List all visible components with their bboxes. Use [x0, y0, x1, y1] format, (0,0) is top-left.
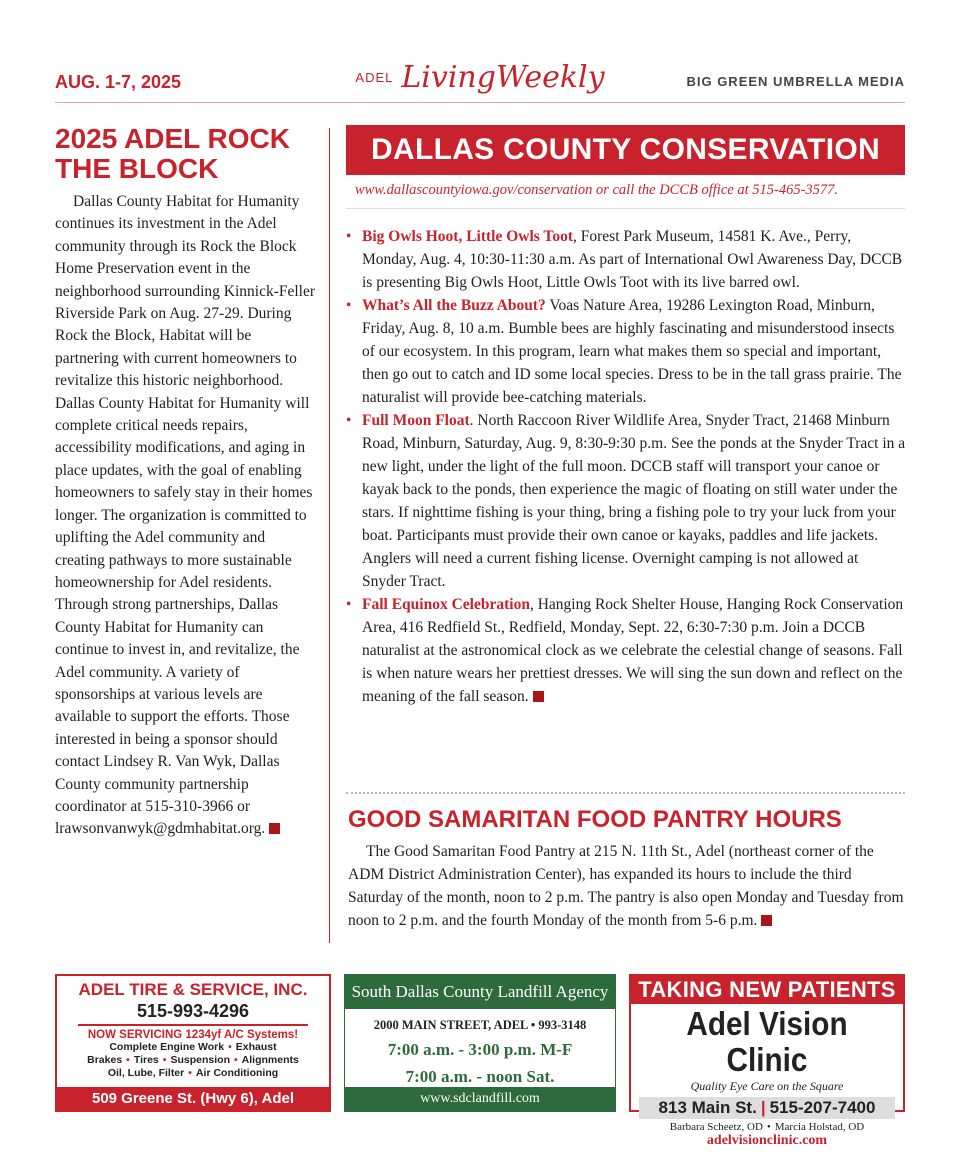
rock-the-block-body: Dallas County Habitat for Humanity continues its investment in the Adel community through its Rock the Block Home Preservation event in the neighborhood surrounding Kinnick-Feller Riverside Park on Aug. 27-29. During Rock the Block, Habitat will be partnering with current homeowners to revitalize this historic neighborhood. Dallas County Habitat for Humanity will complete critical needs repairs, accessibility modifications, and aging in place updates, with the goal of enabling homeowners to safely stay in their homes longer. The organization is committed to uplifting the Adel community and creating pathways to more sustainable homeownership for Adel residents. Through strong partnerships, Dallas County Habitat for Humanity can continue to invest in, and revitalize, the Adel community. A variety of sponsorships at various levels are available to support the efforts. Those interested in being a sponsor should contact Lindsey R. Van Wyk, Dallas County community partnership coordinator at 515-310-3966 or lrawsonvanwyk@gdmhabitat.org. [55, 193, 316, 838]
service-item: Tires [133, 1054, 159, 1066]
brand-prefix: ADEL [355, 70, 394, 85]
event-details: . North Raccoon River Wildlife Area, Snyder Tract, 21468 Minburn Road, Minburn, Saturday, Aug. 9, 8:30-9:30 p.m. See the ponds at the Snyder Tract in a new light, under the light of the full moon. DCCB staff will transport your canoe or kayak back to the ponds, then experience the magic of floating on still water under the stars. If nighttime fishing is your thing, bring a fishing pole to try your luck from your boat. Participants must provide their own canoe or kayaks, paddles and life jackets. Anglers will need a current fishing license. Overnight camping is not allowed at Snyder Tract. [362, 412, 906, 590]
pantry-body: The Good Samaritan Food Pantry at 215 N. 11th St., Adel (northeast corner of the ADM District Administration Center), has expanded its hours to include the third Saturday of the month, noon to 2 p.m. The pantry is also open Monday and Tuesday from noon to 2 p.m. and the fourth Monday of the month from 5-6 p.m. [348, 843, 904, 929]
tire-ad-services-line [57, 1041, 329, 1054]
landfill-ad [344, 974, 616, 1112]
adel-tire-ad [55, 974, 331, 1112]
conservation-banner: DALLAS COUNTY CONSERVATION [346, 125, 905, 175]
rock-the-block-title: 2025 ADEL ROCK THE BLOCK [55, 123, 290, 184]
end-mark-icon [761, 915, 772, 926]
vision-ad-contact [639, 1097, 895, 1119]
bullet-icon: • [766, 1121, 771, 1133]
event-title: What’s All the Buzz About? [362, 297, 546, 314]
event-details: , Hanging Rock Shelter House, Hanging Rock Conservation Area, 416 Redfield St., Redfield, Monday, Sept. 22, 6:30-7:30 p.m. Join a DCCB naturalist at the astronomical clock as we celebrate the celestial change of seasons. Fall is when nature wears her prettiest dresses. We will sing the sun down and reflect on the meaning of the fall season. [362, 596, 904, 705]
vision-clinic-ad [629, 974, 905, 1148]
rock-the-block-article [55, 191, 317, 841]
landfill-ad-hours-saturday: 7:00 a.m. - noon Sat. [405, 1067, 555, 1086]
issue-date: AUG. 1-7, 2025 [55, 72, 182, 92]
service-item: Brakes [87, 1054, 123, 1066]
conservation-contact: www.dallascountyiowa.gov/conservation or call the DCCB office at 515-465-3577. [355, 182, 839, 198]
service-item: Air Conditioning [195, 1067, 279, 1079]
list-item [346, 225, 906, 294]
tire-ad-services-line [57, 1067, 329, 1080]
bullet-icon: • [126, 1054, 130, 1066]
service-item: Alignments [241, 1054, 299, 1066]
vision-ad-url[interactable]: adelvisionclinic.com [706, 1133, 828, 1148]
service-item: Oil, Lube, Filter [107, 1067, 185, 1079]
event-title: Fall Equinox Celebration [362, 596, 530, 613]
doctor-name: Barbara Scheetz, OD [669, 1121, 763, 1133]
pantry-article [348, 840, 908, 932]
landfill-ad-hours-weekday: 7:00 a.m. - 3:00 p.m. M-F [387, 1040, 573, 1059]
section-divider [346, 792, 905, 794]
vision-ad-headline: TAKING NEW PATIENTS [631, 976, 903, 1004]
publisher-name: BIG GREEN UMBRELLA MEDIA [686, 74, 905, 89]
end-mark-icon [533, 691, 544, 702]
event-details: , Forest Park Museum, 14581 K. Ave., Perry, Monday, Aug. 4, 10:30-11:30 a.m. As part of International Owl Awareness Day, DCCB is presenting Big Owls Hoot, Little Owls Toot with its live barred owl. [362, 228, 903, 291]
service-item: Exhaust [235, 1041, 277, 1053]
pantry-title: GOOD SAMARITAN FOOD PANTRY HOURS [348, 806, 842, 833]
brand-logo: LivingWeekly [401, 60, 605, 95]
doctor-name: Marcia Holstad, OD [774, 1121, 865, 1133]
vision-ad-doctors [631, 1121, 903, 1133]
tire-ad-divider [78, 1024, 308, 1026]
event-title: Big Owls Hoot, Little Owls Toot [362, 228, 573, 245]
list-item [346, 409, 906, 593]
service-item: Suspension [170, 1054, 230, 1066]
column-divider [329, 128, 330, 943]
list-item [346, 593, 906, 708]
service-item: Complete Engine Work [109, 1041, 225, 1053]
bullet-icon: • [162, 1054, 167, 1066]
landfill-ad-name: South Dallas County Landfill Agency [345, 975, 615, 1009]
bullet-icon: • [228, 1041, 232, 1053]
vision-ad-tagline: Quality Eye Care on the Square [690, 1079, 844, 1093]
tire-ad-servicing: NOW SERVICING 1234yf A/C Systems! [87, 1029, 299, 1041]
conservation-divider [346, 208, 905, 209]
event-title: Full Moon Float [362, 412, 470, 429]
end-mark-icon [269, 823, 280, 834]
landfill-ad-address: 2000 MAIN STREET, ADEL • 993-3148 [373, 1018, 587, 1032]
tire-ad-services-line [57, 1054, 329, 1067]
bullet-icon: • [233, 1054, 238, 1066]
list-item [346, 294, 906, 409]
landfill-ad-url[interactable]: www.sdclandfill.com [345, 1087, 615, 1111]
vision-ad-name: Adel Vision Clinic [686, 1005, 848, 1078]
tire-ad-name: ADEL TIRE & SERVICE, INC. [78, 980, 308, 999]
event-details: Voas Nature Area, 19286 Lexington Road, Minburn, Friday, Aug. 8, 10 a.m. Bumble bees are highly fascinating and misunderstood insects of our ecosystem. In this program, learn what makes them so special and important, then go out to catch and ID some local species. Dress to be in the tall grass prairie. The naturalist will provide bee-catching materials. [362, 297, 902, 406]
conservation-event-list [346, 225, 906, 708]
separator-icon: | [760, 1098, 766, 1117]
vision-ad-address: 813 Main St. [658, 1098, 757, 1117]
header-divider [55, 102, 905, 103]
tire-ad-phone: 515-993-4296 [136, 1001, 250, 1021]
tire-ad-address: 509 Greene St. (Hwy 6), Adel [57, 1087, 329, 1110]
vision-ad-phone: 515-207-7400 [769, 1098, 876, 1117]
bullet-icon: • [188, 1067, 192, 1079]
